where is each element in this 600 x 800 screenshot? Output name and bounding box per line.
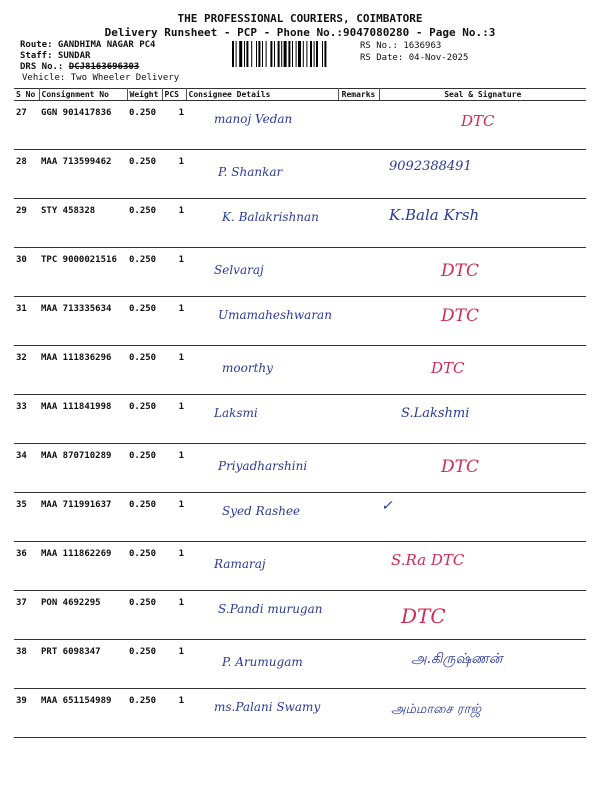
table-row <box>14 493 586 542</box>
staff-label: Staff: SUNDAR <box>20 51 91 61</box>
row-sno: 39 <box>14 689 39 738</box>
barcode-bar <box>324 41 326 67</box>
barcode-bar <box>236 41 237 67</box>
consignee-handwriting: Syed Rashee <box>222 504 301 518</box>
row-consignment: MAA 651154989 <box>39 689 127 738</box>
table-row <box>14 542 586 591</box>
row-consignee <box>186 395 338 444</box>
barcode-bar <box>292 41 293 67</box>
row-weight: 0.250 <box>127 101 162 150</box>
rs-date: RS Date: 04-Nov-2025 <box>360 53 469 63</box>
row-pcs: 1 <box>162 248 186 297</box>
table-row <box>14 248 586 297</box>
consignee-handwriting: Laksmi <box>214 406 258 420</box>
barcode-bar <box>246 41 248 67</box>
barcode-bar <box>310 41 312 67</box>
row-remarks <box>338 542 379 591</box>
signature-handwriting: DTC <box>431 359 465 377</box>
row-consignment: PON 4692295 <box>39 591 127 640</box>
rs-number: RS No.: 1636963 <box>360 41 442 51</box>
row-remarks <box>338 395 379 444</box>
row-pcs: 1 <box>162 346 186 395</box>
row-signature <box>379 297 586 346</box>
row-remarks <box>338 297 379 346</box>
signature-handwriting: S.Lakshmi <box>401 406 470 421</box>
row-consignment: STY 458328 <box>39 199 127 248</box>
row-consignee <box>186 150 338 199</box>
barcode-bar <box>258 41 260 67</box>
consignee-handwriting: Ramaraj <box>214 557 266 571</box>
row-consignee <box>186 542 338 591</box>
row-sno: 32 <box>14 346 39 395</box>
barcode-bar <box>316 41 318 67</box>
consignee-handwriting: K. Balakrishnan <box>222 210 319 224</box>
row-weight: 0.250 <box>127 689 162 738</box>
row-consignee <box>186 199 338 248</box>
route-label: Route: GANDHIMA NAGAR PC4 <box>20 40 156 50</box>
col-remarks-header: Remarks <box>338 89 379 101</box>
table-row <box>14 689 586 738</box>
row-signature <box>379 444 586 493</box>
signature-handwriting: DTC <box>441 457 479 477</box>
signature-handwriting: ✓ <box>381 498 393 514</box>
row-consignment: MAA 111841998 <box>39 395 127 444</box>
row-signature <box>379 493 586 542</box>
row-pcs: 1 <box>162 199 186 248</box>
consignee-handwriting: moorthy <box>222 361 273 375</box>
row-consignee <box>186 101 338 150</box>
barcode-bar <box>256 41 257 67</box>
row-signature <box>379 199 586 248</box>
row-consignment: PRT 6098347 <box>39 640 127 689</box>
col-seal-header: Seal & Signature <box>379 89 586 101</box>
row-consignee <box>186 346 338 395</box>
col-weight-header: Weight <box>127 89 162 101</box>
barcode-bar <box>284 41 287 67</box>
row-consignment: TPC 9000021516 <box>39 248 127 297</box>
col-consignee-header: Consignee Details <box>186 89 338 101</box>
barcode-bar <box>266 41 267 67</box>
table-row <box>14 346 586 395</box>
row-consignee <box>186 591 338 640</box>
row-consignee <box>186 640 338 689</box>
row-remarks <box>338 199 379 248</box>
consignee-handwriting: Priyadharshini <box>218 459 308 473</box>
row-consignee <box>186 689 338 738</box>
table-row <box>14 199 586 248</box>
signature-handwriting: DTC <box>441 261 479 281</box>
row-consignment: MAA 870710289 <box>39 444 127 493</box>
row-consignee <box>186 444 338 493</box>
row-remarks <box>338 101 379 150</box>
row-pcs: 1 <box>162 493 186 542</box>
signature-handwriting: DTC <box>461 112 495 130</box>
row-sno: 28 <box>14 150 39 199</box>
row-weight: 0.250 <box>127 444 162 493</box>
row-sno: 29 <box>14 199 39 248</box>
barcode-bar <box>322 41 323 67</box>
barcode-bar <box>306 41 307 67</box>
barcode-bar <box>288 41 290 67</box>
row-pcs: 1 <box>162 444 186 493</box>
row-sno: 34 <box>14 444 39 493</box>
row-signature <box>379 640 586 689</box>
barcode-bar <box>244 41 245 67</box>
row-remarks <box>338 493 379 542</box>
consignee-handwriting: P. Arumugam <box>222 655 303 669</box>
row-consignment: MAA 713599462 <box>39 150 127 199</box>
row-sno: 36 <box>14 542 39 591</box>
signature-handwriting: அம்மாசை ராஜ் <box>391 702 482 717</box>
barcode-bar <box>270 41 272 67</box>
row-pcs: 1 <box>162 297 186 346</box>
col-sno-header: S No <box>14 89 39 101</box>
row-remarks <box>338 591 379 640</box>
row-sno: 30 <box>14 248 39 297</box>
row-signature <box>379 150 586 199</box>
drs-number <box>20 62 139 72</box>
row-consignment: GGN 901417836 <box>39 101 127 150</box>
barcode <box>232 41 356 67</box>
barcode-bar <box>314 41 315 67</box>
barcode-bar <box>278 41 280 67</box>
signature-handwriting: 9092388491 <box>389 159 472 174</box>
row-weight: 0.250 <box>127 395 162 444</box>
row-consignee <box>186 248 338 297</box>
row-signature <box>379 542 586 591</box>
row-pcs: 1 <box>162 689 186 738</box>
signature-handwriting: DTC <box>401 604 446 628</box>
drs-label: DRS No.: <box>20 62 69 72</box>
row-consignment: MAA 713335634 <box>39 297 127 346</box>
signature-handwriting: K.Bala Krsh <box>389 206 480 224</box>
barcode-bar <box>232 41 234 67</box>
signature-handwriting: S.Ra DTC <box>391 551 465 569</box>
consignee-handwriting: Umamaheshwaran <box>218 308 332 322</box>
runsheet-subtitle: Delivery Runsheet - PCP - Phone No.:9047080280 - Page No.:3 <box>104 26 496 39</box>
company-title: THE PROFESSIONAL COURIERS, COIMBATORE <box>177 12 423 25</box>
row-remarks <box>338 689 379 738</box>
row-sno: 35 <box>14 493 39 542</box>
barcode-bar <box>262 41 263 67</box>
barcode-bar <box>298 41 301 67</box>
table-row <box>14 297 586 346</box>
barcode-bar <box>274 41 275 67</box>
row-sno: 33 <box>14 395 39 444</box>
row-consignment: MAA 111836296 <box>39 346 127 395</box>
barcode-bar <box>303 41 304 67</box>
consignee-handwriting: Selvaraj <box>214 263 264 277</box>
row-weight: 0.250 <box>127 493 162 542</box>
row-weight: 0.250 <box>127 640 162 689</box>
row-remarks <box>338 248 379 297</box>
row-signature <box>379 346 586 395</box>
row-remarks <box>338 346 379 395</box>
row-signature <box>379 248 586 297</box>
consignee-handwriting: manoj Vedan <box>214 112 293 126</box>
vehicle-label: Vehicle: Two Wheeler Delivery <box>22 73 180 83</box>
row-weight: 0.250 <box>127 346 162 395</box>
row-signature <box>379 591 586 640</box>
drs-value: DCJ8163696303 <box>68 62 140 72</box>
row-weight: 0.250 <box>127 591 162 640</box>
row-signature <box>379 689 586 738</box>
barcode-bar <box>281 41 282 67</box>
runsheet-table <box>14 88 586 738</box>
row-pcs: 1 <box>162 150 186 199</box>
table-row <box>14 640 586 689</box>
row-weight: 0.250 <box>127 150 162 199</box>
table-row <box>14 591 586 640</box>
table-row <box>14 395 586 444</box>
barcode-bar <box>251 41 252 67</box>
row-pcs: 1 <box>162 395 186 444</box>
row-weight: 0.250 <box>127 248 162 297</box>
signature-handwriting: DTC <box>441 306 479 326</box>
barcode-bar <box>239 41 242 67</box>
row-consignee <box>186 493 338 542</box>
signature-handwriting: அ.கிருஷ்ணன் <box>411 651 503 667</box>
table-header <box>14 89 586 101</box>
row-sno: 38 <box>14 640 39 689</box>
row-pcs: 1 <box>162 591 186 640</box>
consignee-handwriting: P. Shankar <box>218 165 283 179</box>
row-weight: 0.250 <box>127 542 162 591</box>
row-remarks <box>338 640 379 689</box>
row-signature <box>379 395 586 444</box>
col-consignment-header: Consignment No <box>39 89 127 101</box>
row-sno: 27 <box>14 101 39 150</box>
row-remarks <box>338 150 379 199</box>
row-sno: 31 <box>14 297 39 346</box>
row-sno: 37 <box>14 591 39 640</box>
row-signature <box>379 101 586 150</box>
row-remarks <box>338 444 379 493</box>
row-pcs: 1 <box>162 640 186 689</box>
row-consignment: MAA 111862269 <box>39 542 127 591</box>
consignee-handwriting: S.Pandi murugan <box>218 602 323 616</box>
row-consignment: MAA 711991637 <box>39 493 127 542</box>
row-pcs: 1 <box>162 542 186 591</box>
row-consignee <box>186 297 338 346</box>
table-row <box>14 444 586 493</box>
table-row <box>14 101 586 150</box>
row-pcs: 1 <box>162 101 186 150</box>
col-pcs-header: PCS <box>162 89 186 101</box>
barcode-bar <box>296 41 297 67</box>
row-weight: 0.250 <box>127 199 162 248</box>
table-row <box>14 150 586 199</box>
consignee-handwriting: ms.Palani Swamy <box>214 700 321 714</box>
row-weight: 0.250 <box>127 297 162 346</box>
